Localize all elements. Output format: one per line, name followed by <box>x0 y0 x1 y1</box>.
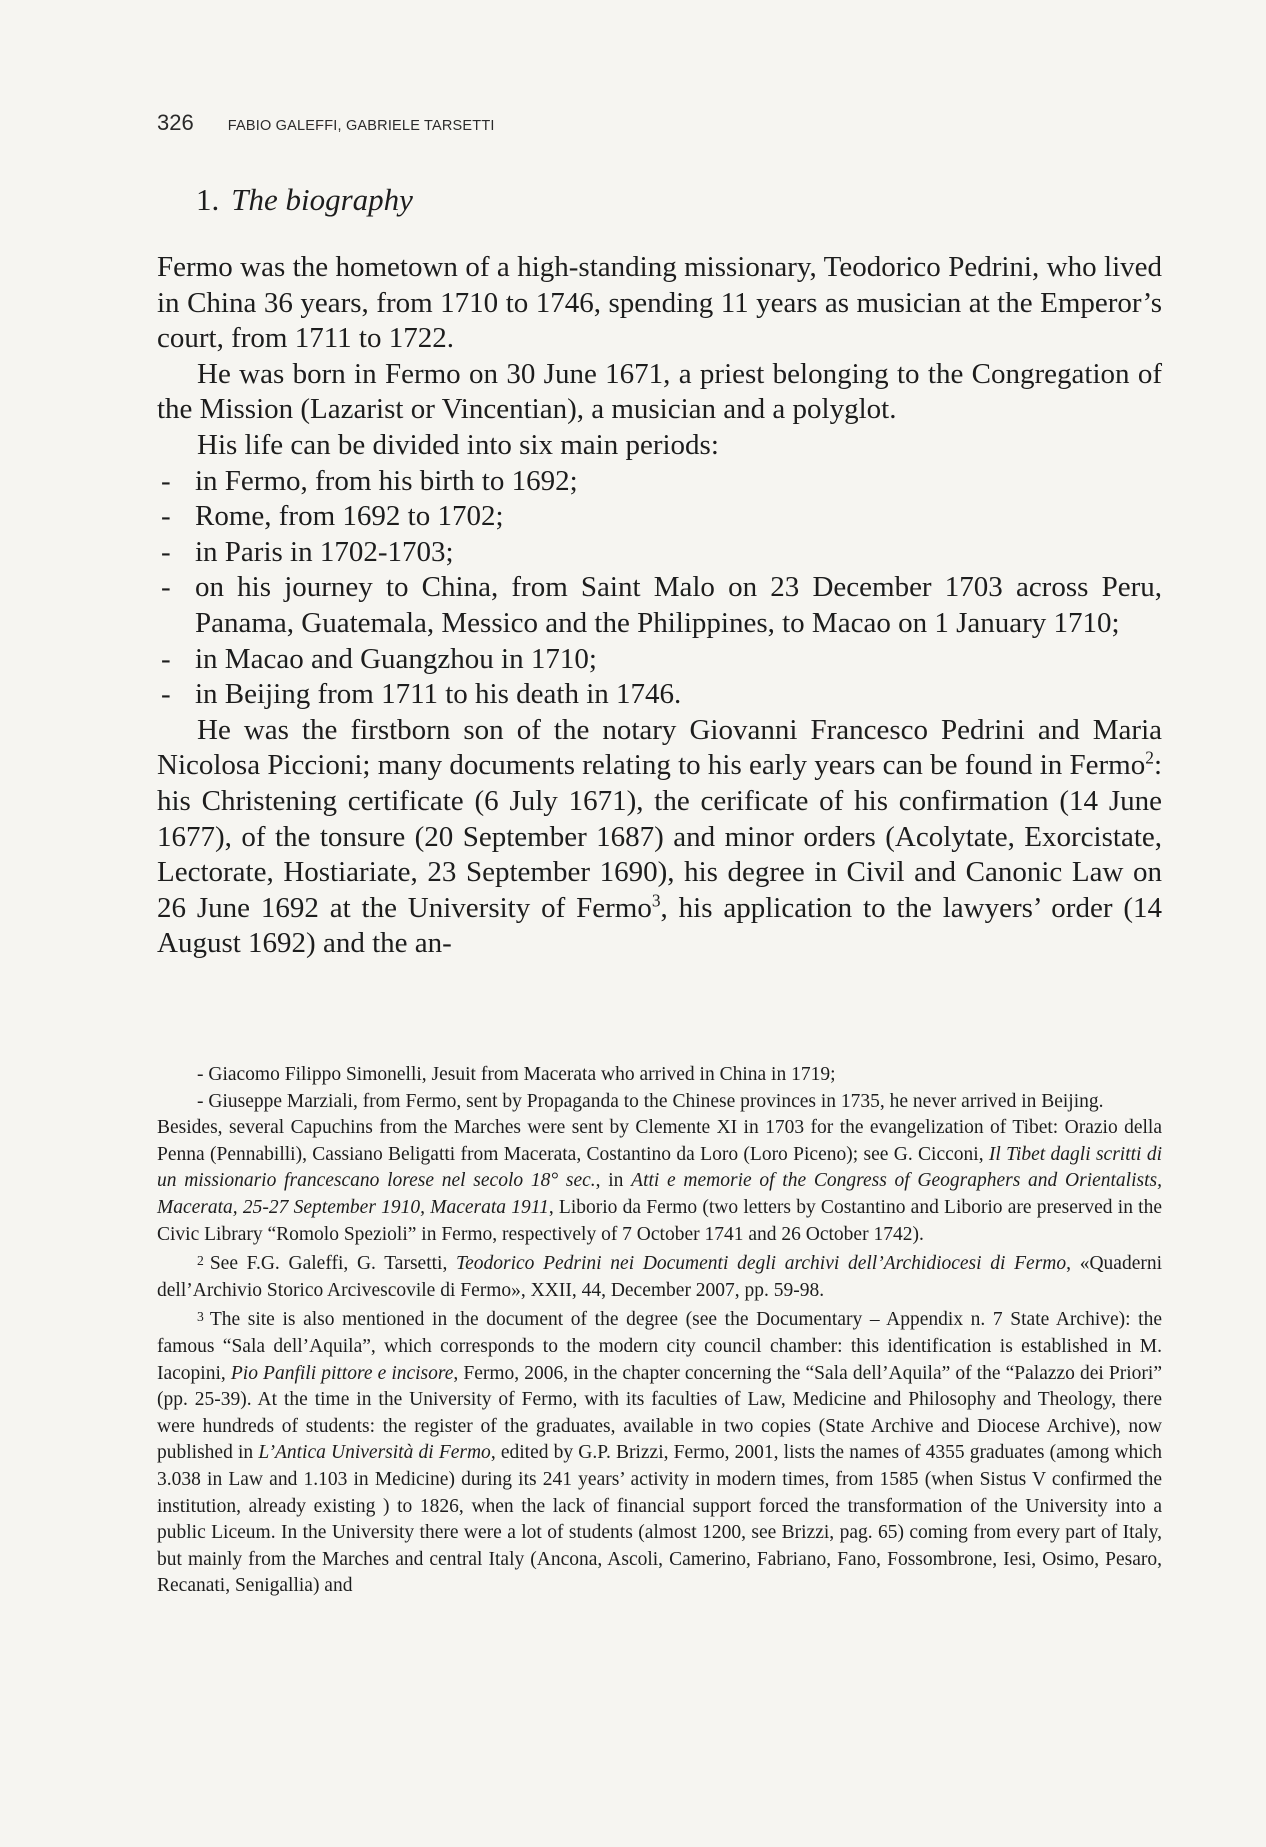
footnote-text: , «Quaderni dell’Archivio Storico Arcivescovile di Fermo», XXII, 44, December 2007, pp. 59-98. <box>157 1253 1163 1301</box>
footnote-text: , Fermo, 2006, in the chapter concerning the “Sala dell’Aquila” of the “Palazzo dei Priori” (pp. 25-39). At the time in the University of Fermo, with its faculties of Law, Medicine and Philosophy and Theology, there were hundreds of students: the register of the graduates, available in two copies (State Archive and Diocese Archive), now published in <box>157 1362 1162 1464</box>
page-number: 326 <box>157 110 194 135</box>
list-dash: - <box>161 535 171 568</box>
list-item <box>157 570 1162 641</box>
footnote-continuation-line: - Giacomo Filippo Simonelli, Jesuit from Macerata who arrived in China in 1719; <box>197 1064 836 1085</box>
footnote-text: See F.G. Galeffi, G. Tarsetti, <box>209 1253 457 1275</box>
body-text <box>157 250 1162 962</box>
list-item-text: Rome, from 1692 to 1702; <box>195 500 504 533</box>
periods-list <box>157 464 1162 713</box>
paragraph-4-text-b: : his Christening certificate (6 July 1671), the cerificate of his confirmation (14 June 1677), of the tonsure (20 September 1687) and minor orders (Acolytate, Exorcistate, Lectorate, Hostiariate, 23 September 1690), his degree in Civil and Canonic Law on 26 June 1692 at the University of Fermo <box>157 749 1162 924</box>
footnote-italic: L’Antica Università di Fermo <box>258 1442 491 1464</box>
footnote-number: 2 <box>197 1253 204 1269</box>
paragraph-4-text-a: He was the firstborn son of the notary Giovanni Francesco Pedrini and Maria Nicolosa Piccioni; many documents relating to his early years can be found in Fermo <box>157 713 1162 782</box>
footnote-italic: Pio Panfili pittore e incisore <box>230 1362 454 1384</box>
list-item <box>157 642 1162 678</box>
footnote-ref-2[interactable]: 2 <box>1145 747 1154 768</box>
paragraph-2: He was born in Fermo on 30 June 1671, a priest belonging to the Congregation of the Mission (Lazarist or Vincentian), a musician and a polyglot. <box>157 357 1162 426</box>
list-dash: - <box>161 678 171 711</box>
section-title: The biography <box>231 182 413 217</box>
footnote-number: 3 <box>197 1309 204 1325</box>
footnote-ref-3[interactable]: 3 <box>651 890 661 911</box>
list-item-text: on his journey to China, from Saint Malo on 23 December 1703 across Peru, Panama, Guatemala, Messico and the Philippines, to Macao on 1 January 1710; <box>195 571 1162 639</box>
list-item <box>157 677 1162 713</box>
footnote-text: Besides, several Capuchins from the Marches were sent by Clemente XI in 1703 for the evangelization of Tibet: Orazio della Penna (Pennabilli), Cassiano Beligatti from Macerata, Costantino da Loro (Loro Piceno); see G. Cicconi, <box>157 1117 1162 1165</box>
footnote-text: , edited by G.P. Brizzi, Fermo, 2001, lists the names of 4355 graduates (among which 3.038 in Law and 1.103 in Medicine) during its 241 years’ activity in modern times, from 1585 (when Sistus V confirmed the institution, already existing ) to 1826, when the lack of financial support forced the transformation of the University into a public Liceum. In the University there were a lot of students (almost 1200, see Brizzi, pag. 65) coming from every part of Italy, but mainly from the Marches and central Italy (Ancona, Ascoli, Camerino, Fabriano, Fano, Fossombrone, Iesi, Osimo, Pesaro, Recanati, Senigallia) and <box>157 1442 1163 1597</box>
footnote-continuation-paragraph <box>157 1115 1162 1248</box>
footnote-italic: Il Tibet dagli scritti di un missionario francescano lorese nel secolo 18° sec. <box>157 1143 1162 1192</box>
list-item-text: in Beijing from 1711 to his death in 1746. <box>195 678 682 711</box>
footnote-3 <box>157 1304 1162 1600</box>
list-dash: - <box>161 642 171 675</box>
list-item-text: in Fermo, from his birth to 1692; <box>195 464 578 497</box>
list-item <box>157 499 1162 535</box>
footnote-continuation-line: - Giuseppe Marziali, from Fermo, sent by Propaganda to the Chinese provinces in 1735, he never arrived in Beijing. <box>197 1090 1104 1112</box>
footnote-text: , Liborio da Fermo (two letters by Costantino and Liborio are preserved in the Civic Library “Romolo Spezioli” in Fermo, respectively of 7 October 1741 and 26 October 1742). <box>157 1196 1162 1245</box>
running-head <box>157 110 495 136</box>
footnote-italic: Teodorico Pedrini nei Documenti degli archivi dell’Archidiocesi di Fermo <box>456 1253 1067 1275</box>
footnote-2 <box>157 1248 1162 1304</box>
list-item <box>157 535 1162 571</box>
list-item <box>157 464 1162 500</box>
paragraph-4-text-c: , his application to the lawyers’ order (14 August 1692) and the an- <box>157 891 1162 960</box>
list-item-text: in Paris in 1702-1703; <box>195 535 454 568</box>
footnotes <box>157 1062 1162 1600</box>
section-heading <box>196 182 413 218</box>
footnote-italic: Atti e memorie of the Congress of Geographers and Orientalists, Macerata, 25-27 September 1910, Macerata 1911 <box>157 1170 1162 1218</box>
paragraph-3: His life can be divided into six main periods: <box>197 428 719 461</box>
list-dash: - <box>161 571 171 604</box>
footnote-text: The site is also mentioned in the document of the degree (see the Documentary – Appendix n. 7 State Archive): the famous “Sala dell’Aquila”, which corresponds to the modern city council chamber: this identification is established in M. Iacopini, <box>157 1309 1162 1384</box>
list-dash: - <box>161 500 171 533</box>
list-dash: - <box>161 464 171 497</box>
list-item-text: in Macao and Guangzhou in 1710; <box>195 642 597 675</box>
paragraph-1: Fermo was the hometown of a high-standing missionary, Teodorico Pedrini, who lived in China 36 years, from 1710 to 1746, spending 11 years as musician at the Emperor’s court, from 1711 to 1722. <box>157 251 1162 355</box>
footnote-text: , in <box>595 1170 632 1192</box>
section-number: 1. <box>196 182 220 217</box>
running-head-authors: FABIO GALEFFI, GABRIELE TARSETTI <box>227 118 495 134</box>
paragraph-4 <box>157 713 1162 962</box>
